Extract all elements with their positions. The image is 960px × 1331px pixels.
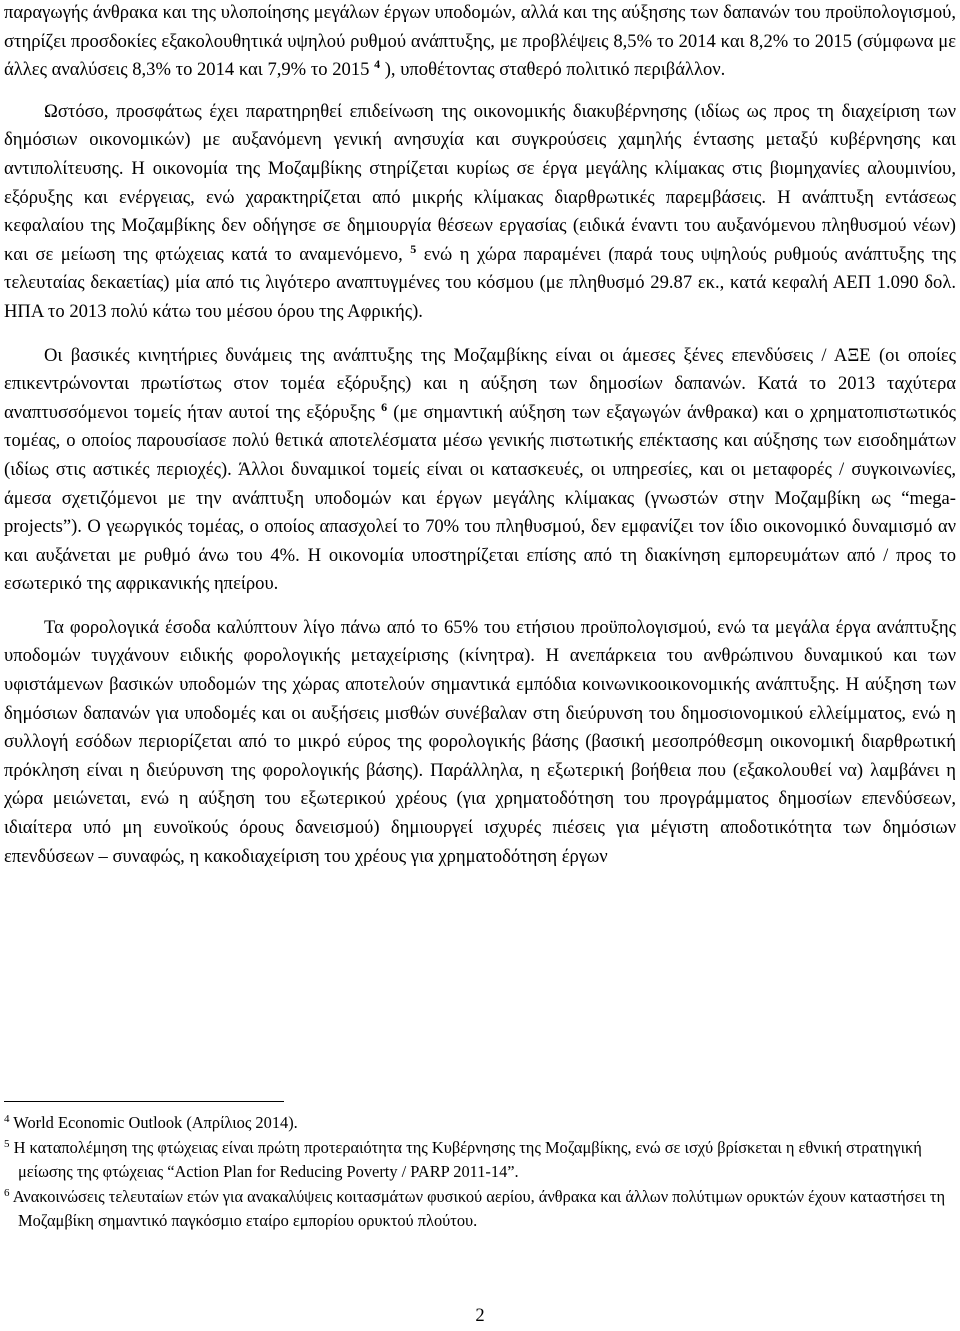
paragraph-fiscal [4, 614, 956, 871]
footnote-6 [4, 1185, 956, 1234]
paragraph-text: ), υποθέτοντας σταθερό πολιτικό περιβάλλον. [380, 59, 726, 81]
paragraph-text: παραγωγής άνθρακα και της υλοποίησης μεγάλων έργων υποδομών, αλλά και της αύξησης των δαπανών του προϋπολογισμού, στηρίζει προσδοκίες εξακολουθητικά υψηλού ρυθμού ανάπτυξης, με προβλέψεις 8,5% το 2014 και 8,2% το 2015 (σύμφωνα με άλλες αναλύσεις 8,3% το 2014 και 7,9% το 2015 [4, 2, 956, 81]
paragraph-growth-drivers [4, 342, 956, 599]
footnote-reference[interactable]: 5 [410, 241, 417, 256]
paragraph-text: Τα φορολογικά έσοδα καλύπτουν λίγο πάνω από το 65% του ετήσιου προϋπολογισμού, ενώ τα μεγάλα έργα ανάπτυξης υποδομών τυγχάνουν ειδικής φορολογικής μεταχείρισης (κίνητρα). Η ανεπάρκεια του ανθρώπινου δυναμικού και των υφιστάμενων βασικών υποδομών της χώρας αποτελούν σημαντικά εμπόδια κοινωνικοοικονομικής ανάπτυξης. Η αύξηση των δημόσιων δαπανών για υποδομές και οι αυξήσεις μισθών συνέβαλαν στη διεύρυνση του δημοσιονομικού ελλείμματος, ενώ η συλλογή εσόδων περιορίζεται από το μικρό εύρος της φορολογικής βάσης (βασική μεσοπρόθεσμη οικονομική διαρθρωτική πρόκληση είναι η διεύρυνση της φορολογικής βάσης). Παράλληλα, η εξωτερική βοήθεια που (εξακολουθεί να) λαμβάνει η χώρα μειώνεται, ενώ η αύξηση του εξωτερικού χρέους (για χρηματοδότηση του προγράμματος δημοσίων επενδύσεων, ιδιαίτερα υπό μη ευνοϊκούς όρους δανεισμού) δημιουργεί ισχυρές πιέσεις για μέγιστη αποδοτικότητα των δημόσιων επενδύσεων – συναφώς, η κακοδιαχείριση του χρέους για χρηματοδότηση έργων [4, 616, 956, 867]
footnote-number: 5 [4, 1137, 10, 1150]
footnote-text: Η καταπολέμηση της φτώχειας είναι πρώτη προτεραιότητα της Κυβέρνησης της Μοζαμβίκης, ενώ σε ισχύ βρίσκεται η εθνική στρατηγική μείωσης της φτώχειας “Action Plan for Reducing Poverty / PARP 2011-14”. [9, 1137, 922, 1181]
paragraph-continuation [4, 0, 956, 85]
footnote-text: Ανακοινώσεις τελευταίων ετών για ανακαλύψεις κοιτασμάτων φυσικού αερίου, άνθρακα και άλλων πολύτιμων ορυκτών έχουν καταστήσει τη Μοζαμβίκη σημαντικό παγκόσμιο εταίρο εμπορίου ορυκτού πλούτου. [9, 1186, 946, 1230]
footnote-separator [4, 1101, 284, 1102]
footnote-text: World Economic Outlook (Απρίλιος 2014). [9, 1113, 298, 1132]
footnotes [4, 1111, 956, 1234]
page-number: 2 [475, 1305, 485, 1326]
footnote-number: 6 [4, 1186, 10, 1199]
footnote-reference[interactable]: 4 [374, 57, 381, 72]
body-text [4, 0, 956, 871]
paragraph-text: Ωστόσο, προσφάτως έχει παρατηρηθεί επιδείνωση της οικονομικής διακυβέρνησης (ιδίως ως προς τη διαχείριση των δημόσιων οικονομικών) με αυξανόμενη γενική ανησυχία και συγκρούσεις χαμηλής έντασης μεταξύ κυβέρνησης και αντιπολίτευσης. Η οικονομία της Μοζαμβίκης στηρίζεται κυρίως σε έργα μεγάλης κλίμακας στις βιομηχανίες αλουμινίου, εξόρυξης και ενέργειας, ενώ χαρακτηρίζεται από μικρής κλίμακας διαρθρωτικές παρεμβάσεις. Η ανάπτυξη εντάσεως κεφαλαίου της Μοζαμβίκης δεν οδήγησε σε δημιουργία θέσεων εργασίας (ειδικά έναντι του αυξανόμενου πληθυσμού νέων) και σε μείωση της φτώχειας κατά το αναμενόμενο, [4, 100, 956, 265]
footnote-number: 4 [4, 1113, 10, 1125]
footnote-reference[interactable]: 6 [381, 399, 388, 414]
footnote-5 [4, 1136, 956, 1185]
footnote-4 [4, 1111, 956, 1136]
paragraph-text: (με σημαντική αύξηση των εξαγωγών άνθρακα) και ο χρηματοπιστωτικός τομέας, ο οποίος παρουσίασε πολύ θετικά αποτελέσματα μέσω γενικής πιστωτικής επέκτασης και αύξησης των εισοδημάτων (ιδίως στις αστικές περιοχές). Άλλοι δυναμικοί τομείς είναι οι κατασκευές, οι υπηρεσίες, και οι μεταφορές / συγκοινωνίες, άμεσα σχετιζόμενοι με την ανάπτυξη υποδομών και έργων μεγάλης κλίμακας (γνωστών στην Μοζαμβίκη ως “mega- projects”). Ο γεωργικός τομέας, ο οποίος απασχολεί το 70% του πληθυσμού, δεν εμφανίζει τον ίδιο οικονομικό δυναμισμό αν και αυξάνεται με ρυθμό άνω του 4%. Η οικονομία υποστηρίζεται επίσης από τη διακίνηση εμπορευμάτων από / προς το εσωτερικό της αφρικανικής ηπείρου. [4, 401, 956, 595]
paragraph-text: ενώ η χώρα παραμένει (παρά τους υψηλούς ρυθμούς ανάπτυξης της τελευταίας δεκαετίας) μία από τις λιγότερο αναπτυγμένες του κόσμου (με πληθυσμό 29.87 εκ., κατά κεφαλή ΑΕΠ 1.090 δολ. ΗΠΑ το 2013 πολύ κάτω του μέσου όρου της Αφρικής). [4, 243, 957, 322]
paragraph-text: Οι βασικές κινητήριες δυνάμεις της ανάπτυξης της Μοζαμβίκης είναι οι άμεσες ξένες επενδύσεις / ΑΞΕ (οι οποίες επικεντρώνονται πρωτίστως στον τομέα εξόρυξης) και η αύξηση των δημοσίων δαπανών. Κατά το 2013 ταχύτερα αναπτυσσόμενοι τομείς ήταν αυτοί της εξόρυξης [4, 344, 956, 423]
paragraph-governance [4, 98, 956, 327]
